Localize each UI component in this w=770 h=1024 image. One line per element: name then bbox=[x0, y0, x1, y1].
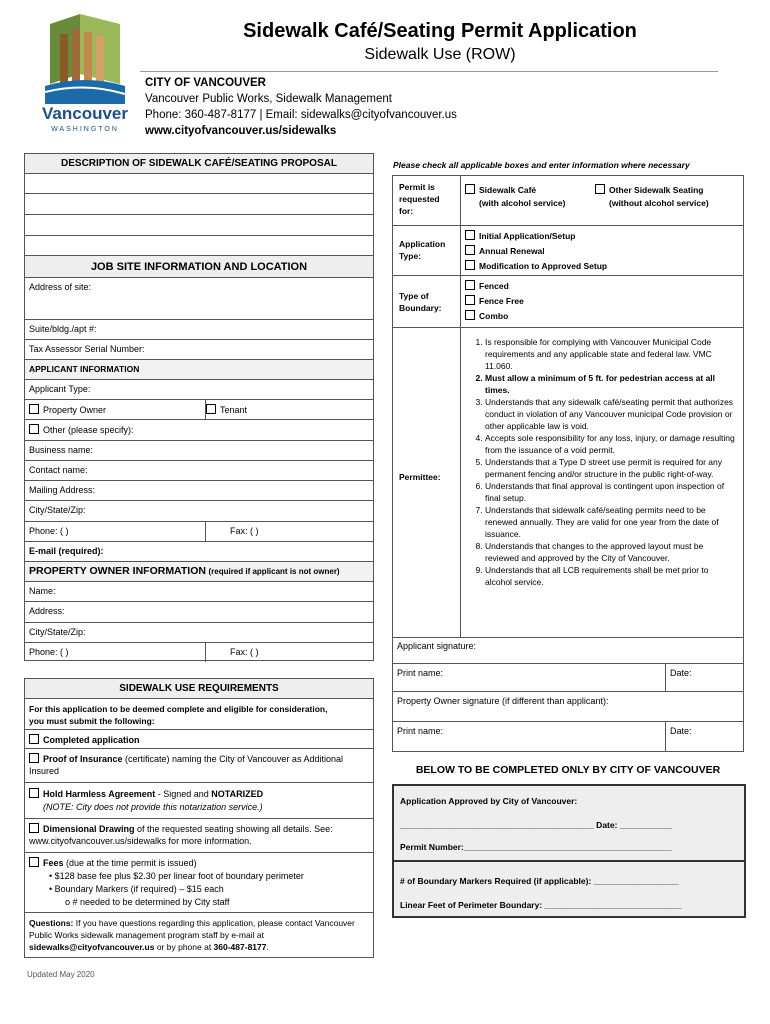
business-label: Business name: bbox=[29, 445, 94, 455]
other-seating-label: Other Sidewalk Seating bbox=[609, 185, 704, 195]
permit-section bbox=[392, 175, 744, 638]
markers-line[interactable]: # of Boundary Markers Required (if applicable): __________________ bbox=[400, 876, 679, 886]
address-label: Address of site: bbox=[29, 282, 92, 292]
term-6: 6. Understands that final approval is contingent upon inspection of final setup. bbox=[485, 480, 737, 504]
contact-info: Phone: 360-487-8177 | Email: sidewalks@cityofvancouver.us bbox=[145, 109, 457, 121]
print-name2-row[interactable] bbox=[393, 722, 743, 751]
owner-city-label: City/State/Zip: bbox=[29, 627, 86, 637]
email-label: E-mail (required): bbox=[29, 546, 104, 556]
cafe-label: Sidewalk Café bbox=[479, 185, 537, 195]
other-option[interactable] bbox=[29, 424, 134, 435]
permit-for-label: Permit is requested for: bbox=[399, 182, 440, 216]
completed-app-option[interactable] bbox=[29, 734, 140, 745]
completed-app-row[interactable] bbox=[25, 729, 373, 749]
permittee-row bbox=[393, 328, 743, 639]
fenced-option[interactable]: Fenced bbox=[465, 279, 524, 294]
insurance-title: Proof of Insurance bbox=[43, 754, 123, 764]
description-line-3[interactable] bbox=[25, 215, 373, 236]
fees-title: Fees bbox=[43, 858, 64, 868]
modification-option[interactable]: Modification to Approved Setup bbox=[465, 259, 607, 274]
signature-section bbox=[392, 637, 744, 752]
owner-info-note: (required if applicant is not owner) bbox=[208, 567, 340, 576]
hold-harmless-row[interactable] bbox=[25, 783, 373, 819]
applicant-info-header bbox=[25, 360, 373, 380]
applicant-signature-field[interactable] bbox=[393, 637, 743, 664]
modification-checkbox[interactable] bbox=[465, 260, 475, 270]
print-name2-label: Print name: bbox=[397, 726, 444, 736]
permit-for-row bbox=[393, 176, 743, 226]
owner-address-field[interactable] bbox=[25, 602, 373, 623]
fee-item-3: o # needed to be determined by City staff bbox=[65, 897, 230, 907]
hold-harmless-checkbox[interactable] bbox=[29, 788, 39, 798]
city-label: City/State/Zip: bbox=[29, 505, 86, 515]
fees-checkbox[interactable] bbox=[29, 857, 39, 867]
perimeter-line[interactable]: Linear Feet of Perimeter Boundary: _____________________________ bbox=[400, 900, 682, 910]
phone-fax-row[interactable] bbox=[25, 522, 373, 542]
requirements-section bbox=[24, 678, 374, 958]
drawing-checkbox[interactable] bbox=[29, 823, 39, 833]
requirements-header: SIDEWALK USE REQUIREMENTS bbox=[25, 679, 373, 699]
suite-label: Suite/bldg./apt #: bbox=[29, 324, 97, 334]
fenced-checkbox[interactable] bbox=[465, 280, 475, 290]
app-type-label: Application Type: bbox=[399, 239, 446, 261]
owner-tenant-row bbox=[25, 400, 373, 420]
description-header: DESCRIPTION OF SIDEWALK CAFÉ/SEATING PROPOSAL bbox=[25, 154, 373, 174]
boundary-row bbox=[393, 276, 743, 328]
boundary-label: Type of Boundary: bbox=[399, 291, 442, 313]
mailing-field[interactable] bbox=[25, 481, 373, 501]
owner-signature-field[interactable] bbox=[393, 692, 743, 722]
combo-option[interactable]: Combo bbox=[465, 309, 524, 324]
logo-subtext: WASHINGTON bbox=[51, 126, 119, 133]
applicant-type-label: Applicant Type: bbox=[29, 384, 91, 394]
property-owner-label: Property Owner bbox=[43, 405, 107, 415]
other-label: Other (please specify): bbox=[43, 425, 134, 435]
cafe-option[interactable] bbox=[465, 184, 565, 210]
fencefree-checkbox[interactable] bbox=[465, 295, 475, 305]
form-title: Sidewalk Café/Seating Permit Application bbox=[243, 20, 637, 42]
term-2: 2. Must allow a minimum of 5 ft. for pedestrian access at all times. bbox=[485, 372, 737, 396]
tax-field[interactable] bbox=[25, 340, 373, 360]
tenant-option[interactable] bbox=[205, 400, 247, 420]
requirements-intro: For this application to be deemed complete and eligible for consideration, you must submit the following: bbox=[29, 704, 328, 726]
city-field[interactable] bbox=[25, 501, 373, 522]
date-label: Date: bbox=[665, 664, 692, 692]
approval-date-line[interactable]: _________________________________________ Date: ___________ bbox=[400, 820, 672, 830]
term-3: 3. Understands that any sidewalk café/seating permit that authorizes conduct in violation of any Vancouver municipal Code provision or other applicable law is void. bbox=[485, 396, 737, 432]
city-use-header: BELOW TO BE COMPLETED ONLY BY CITY OF VANCOUVER bbox=[415, 764, 721, 776]
completed-app-checkbox[interactable] bbox=[29, 734, 39, 744]
other-seating-checkbox[interactable] bbox=[595, 184, 605, 194]
owner-name-label: Name: bbox=[29, 586, 56, 596]
hold-harmless-title: Hold Harmless Agreement bbox=[43, 789, 156, 799]
term-5: 5. Understands that a Type D street use permit is required for any permanent fencing and/or structure in the public right-of-way. bbox=[485, 456, 737, 480]
owner-fax-label: Fax: ( ) bbox=[205, 643, 259, 662]
drawing-row[interactable] bbox=[25, 819, 373, 853]
description-line-1[interactable] bbox=[25, 174, 373, 194]
completed-app-label: Completed application bbox=[43, 735, 140, 745]
term-1: 1. Is responsible for complying with Vancouver Municipal Code requirements and any applicable state and federal law. VMC 11.060. bbox=[485, 336, 737, 372]
permit-number-line[interactable]: Permit Number:____________________________________________ bbox=[400, 842, 672, 852]
property-owner-checkbox[interactable] bbox=[29, 404, 39, 414]
org-name: CITY OF VANCOUVER bbox=[145, 77, 266, 89]
print-name-label: Print name: bbox=[397, 668, 444, 678]
instructions: Please check all applicable boxes and enter information where necessary bbox=[393, 160, 690, 170]
term-4: 4. Accepts sole responsibility for any loss, injury, or damage resulting from the issuance of a void permit. bbox=[485, 432, 737, 456]
hold-harmless-desc: - Signed and bbox=[155, 789, 212, 799]
term-7: 7. Understands that sidewalk café/seating permits need to be renewed annually. They are valid for one year from the date of issuance. bbox=[485, 504, 737, 540]
combo-checkbox[interactable] bbox=[465, 310, 475, 320]
owner-info-title: PROPERTY OWNER INFORMATION bbox=[29, 565, 206, 577]
website: www.cityofvancouver.us/sidewalks bbox=[145, 125, 337, 137]
department: Vancouver Public Works, Sidewalk Management bbox=[145, 93, 392, 105]
app-type-row bbox=[393, 226, 743, 276]
suite-field[interactable] bbox=[25, 320, 373, 340]
fee-item-2: • Boundary Markers (if required) – $15 each bbox=[49, 884, 224, 894]
mailing-label: Mailing Address: bbox=[29, 485, 96, 495]
fee-item-1: • $128 base fee plus $2.30 per linear foot of boundary perimeter bbox=[49, 871, 304, 881]
owner-address-label: Address: bbox=[29, 606, 65, 616]
date2-label: Date: bbox=[665, 722, 692, 751]
fees-desc: (due at the time permit is issued) bbox=[63, 858, 197, 868]
city-use-box bbox=[392, 784, 746, 918]
term-9: 9. Understands that all LCB requirements shall be met prior to alcohol service. bbox=[485, 564, 737, 588]
questions-phone: 360-487-8177 bbox=[213, 942, 267, 952]
cafe-checkbox[interactable] bbox=[465, 184, 475, 194]
approved-label: Application Approved by City of Vancouver: bbox=[400, 796, 578, 806]
contact-block bbox=[145, 75, 457, 139]
fees-row[interactable] bbox=[25, 853, 373, 913]
contact-field[interactable] bbox=[25, 461, 373, 481]
email-field[interactable] bbox=[25, 542, 373, 562]
renewal-checkbox[interactable] bbox=[465, 245, 475, 255]
address-field[interactable] bbox=[25, 278, 373, 320]
owner-signature-label: Property Owner signature (if different than applicant): bbox=[397, 696, 609, 706]
permittee-label: Permittee: bbox=[399, 472, 441, 482]
owner-city-field[interactable] bbox=[25, 623, 373, 643]
contact-label: Contact name: bbox=[29, 465, 88, 475]
tax-label: Tax Assessor Serial Number: bbox=[29, 344, 145, 354]
owner-phone-label: Phone: ( ) bbox=[29, 647, 69, 657]
term-8: 8. Understands that changes to the approved layout must be reviewed and approved by the City of Vancouver. bbox=[485, 540, 737, 564]
applicant-type-row bbox=[25, 380, 373, 400]
questions-email[interactable]: sidewalks@cityofvancouver.us bbox=[29, 942, 155, 952]
renewal-option[interactable]: Annual Renewal bbox=[465, 244, 607, 259]
initial-checkbox[interactable] bbox=[465, 230, 475, 240]
print-name-row[interactable] bbox=[393, 664, 743, 692]
job-site-header: JOB SITE INFORMATION AND LOCATION bbox=[25, 256, 373, 278]
updated-note: Updated May 2020 bbox=[27, 970, 95, 979]
fax-label: Fax: ( ) bbox=[205, 522, 259, 542]
hold-harmless-notarized: NOTARIZED bbox=[211, 789, 264, 799]
applicant-signature-label: Applicant signature: bbox=[397, 641, 477, 651]
phone-label: Phone: ( ) bbox=[29, 526, 69, 536]
drawing-title: Dimensional Drawing bbox=[43, 824, 135, 834]
owner-name-field[interactable] bbox=[25, 582, 373, 602]
terms-list bbox=[467, 336, 737, 588]
insurance-checkbox[interactable] bbox=[29, 753, 39, 763]
other-seating-option[interactable] bbox=[595, 184, 709, 210]
hold-harmless-note: (NOTE: City does not provide this notarization service.) bbox=[43, 802, 263, 812]
tenant-checkbox[interactable] bbox=[206, 404, 216, 414]
questions-text: Questions: If you have questions regarding this application, please contact Vancouver Public Works sidewalk management program staff by e-mail at sidewalks@cityofvancouver.us or by phone at 360-487-8177. bbox=[29, 918, 355, 952]
form-subtitle: Sidewalk Use (ROW) bbox=[364, 46, 516, 63]
cafe-sublabel: (with alcohol service) bbox=[479, 198, 566, 208]
other-seating-sublabel: (without alcohol service) bbox=[609, 198, 709, 208]
header-divider bbox=[140, 71, 718, 72]
description-line-2[interactable] bbox=[25, 194, 373, 215]
property-owner-option[interactable] bbox=[29, 404, 106, 415]
insurance-desc: (certificate) naming the City of Vancouver as Additional Insured bbox=[29, 754, 343, 776]
logo-text: Vancouver bbox=[42, 104, 128, 123]
insurance-row[interactable] bbox=[25, 749, 373, 783]
applicant-section bbox=[24, 153, 374, 661]
fencefree-option[interactable]: Fence Free bbox=[465, 294, 524, 309]
drawing-desc: of the requested seating showing all details. See: www.cityofvancouver.us/sidewalks for more information. bbox=[29, 824, 333, 846]
other-type-row[interactable] bbox=[25, 420, 373, 441]
tenant-label: Tenant bbox=[220, 405, 248, 415]
initial-option[interactable]: Initial Application/Setup bbox=[465, 229, 607, 244]
owner-phone-fax-row[interactable] bbox=[25, 643, 373, 662]
description-line-4[interactable] bbox=[25, 236, 373, 256]
applicant-info-label: APPLICANT INFORMATION bbox=[29, 364, 140, 374]
other-checkbox[interactable] bbox=[29, 424, 39, 434]
owner-info-header bbox=[25, 562, 373, 582]
business-field[interactable] bbox=[25, 441, 373, 461]
